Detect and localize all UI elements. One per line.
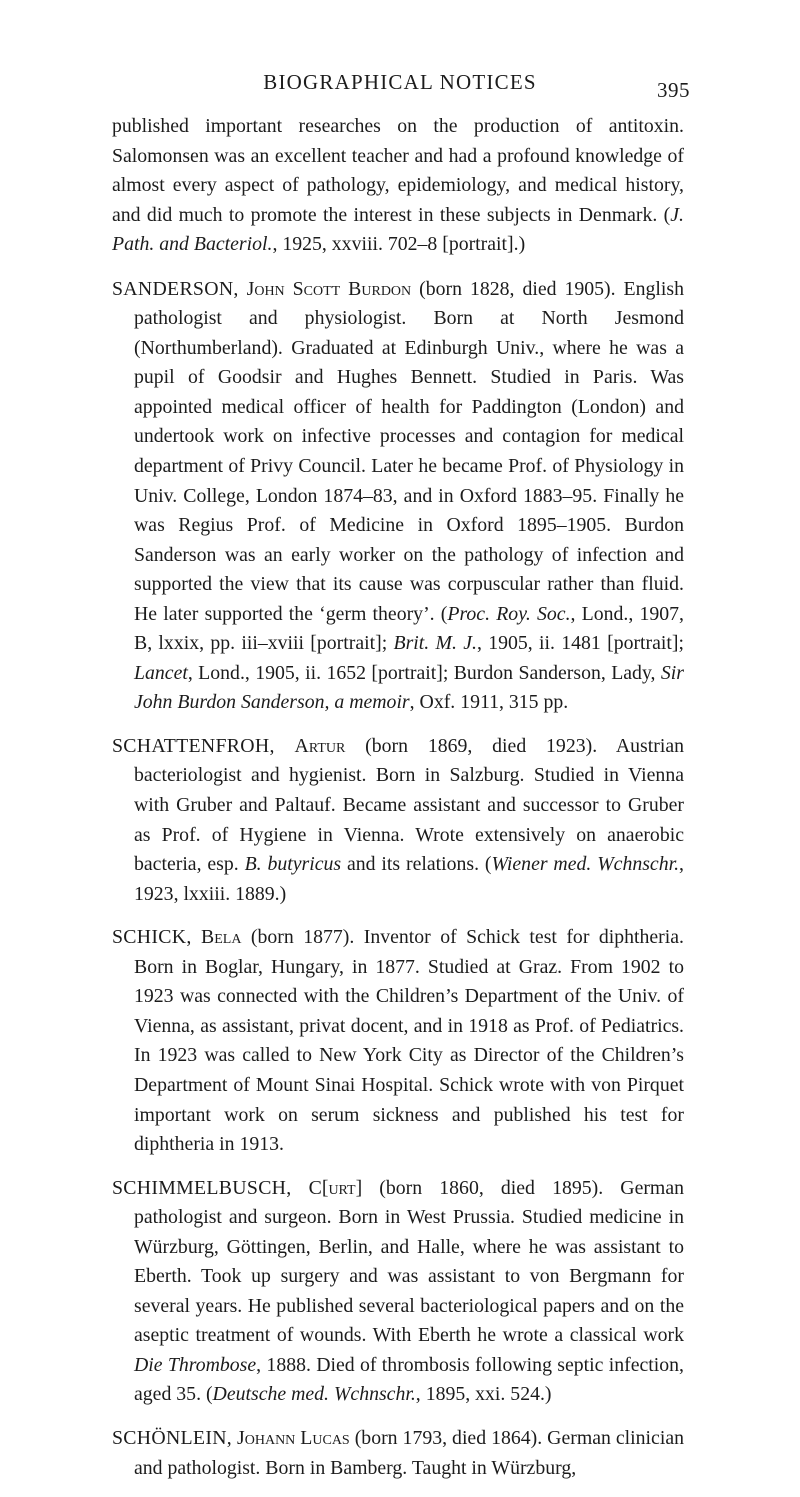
entry-given-name: Artur: [294, 734, 346, 757]
entry-text: (born 1793, died 1864). German clinician and pathologist. Born in Bamberg. Taught in Würzburg,: [134, 1426, 684, 1479]
entry-surname: SCHIMMELBUSCH,: [112, 1176, 292, 1199]
entry-schick: [112, 923, 684, 1159]
entry-surname: SCHÖNLEIN,: [112, 1426, 233, 1449]
book-reference: Die Thrombose: [134, 1353, 257, 1376]
entry-text: and its relations. (: [341, 853, 492, 876]
journal-reference: J. Path. and Bacteriol.: [112, 203, 684, 256]
entry-given-name: Bela: [201, 926, 242, 949]
journal-reference: Deutsche med. Wchnschr.: [212, 1383, 416, 1406]
entry-surname: SANDERSON,: [112, 277, 239, 300]
entry-text: , 1895, xxi. 524.): [415, 1383, 552, 1406]
entry-sanderson: [112, 275, 684, 718]
entry-text: (born 1828, died 1905). English pathologist and physiologist. Born at North Jesmond (Northumberland). Graduated at Edinburgh Univ., where he was a pupil of Goodsir and Hughes Bennett. Studied in Paris. Was appointed medical officer of health for Paddington (London) and undertook work on infective processes and contagion for medical department of Privy Council. Later he became Prof. of Physiology in Univ. College, London 1874–83, and in Oxford 1883–95. Finally he was Regius Prof. of Medicine in Oxford 1895–1905. Burdon Sanderson was an early worker on the pathology of infection and supported the view that its cause was corpuscular rather than fluid. He later supported the ‘germ theory’. (: [134, 277, 684, 625]
journal-reference: Lancet: [134, 661, 188, 684]
entry-given-name: Johann Lucas: [237, 1426, 350, 1449]
entry-text: , 1905, ii. 1481 [portrait];: [476, 632, 684, 655]
entry-surname: SCHATTENFROH,: [112, 734, 275, 757]
paragraph-text: published important researches on the production of antitoxin. Salomonsen was an excellent teacher and had a profound knowledge of almost every aspect of pathology, epidemiology, and medical history, and did much to promote the interest in these subjects in Denmark. (: [112, 115, 684, 226]
running-title: BIOGRAPHICAL NOTICES: [263, 70, 537, 94]
page-body: [112, 112, 684, 1497]
species-name: B. butyricus: [244, 853, 342, 876]
entry-schimmelbusch: [112, 1174, 684, 1410]
entry-text: (born 1869, died 1923). Austrian bacteriologist and hygienist. Born in Salzburg. Studied in Vienna with Gruber and Paltauf. Became assistant and successor to Gruber as Prof. of Hygiene in Vienna. Wrote extensively on anaerobic bacteria, esp.: [134, 734, 684, 876]
entry-text: (born 1860, died 1895). German pathologist and surgeon. Born in West Prussia. Studied medicine in Würzburg, Göttingen, Berlin, and Halle, where he was assistant to Eberth. Took up surgery and was assistant to von Bergmann for several years. He published several bacteriological papers and on the aseptic treatment of wounds. With Eberth he wrote a classical work: [134, 1176, 684, 1347]
book-reference: Sir John Burdon Sanderson, a memoir: [134, 661, 684, 714]
entry-given-name: C[urt]: [308, 1176, 363, 1199]
entry-surname: SCHICK,: [112, 926, 192, 949]
entry-text: , 1888. Died of thrombosis following septic infection, aged 35. (: [134, 1353, 684, 1406]
entry-text: , Lond., 1905, ii. 1652 [portrait]; Burdon Sanderson, Lady,: [187, 661, 661, 684]
entry-schoenlein: [112, 1424, 684, 1483]
entry-text: , Oxf. 1911, 315 pp.: [409, 691, 569, 714]
entry-text: , Lond., 1907, B, lxxix, pp. iii–xviii [portrait];: [134, 602, 684, 655]
entry-schattenfroh: [112, 732, 684, 909]
entry-given-name: John Scott Burdon: [246, 277, 412, 300]
entry-text: (born 1877). Inventor of Schick test for diphtheria. Born in Boglar, Hungary, in 1877. Studied at Graz. From 1902 to 1923 was connected with the Children’s Department of the Univ. of Vienna, as assistant, privat docent, and in 1918 as Prof. of Pediatrics. In 1923 was called to New York City as Director of the Children’s Department of Mount Sinai Hospital. Schick wrote with von Pirquet important work on serum sickness and published his test for diphtheria in 1913.: [134, 926, 684, 1156]
journal-reference: Wiener med. Wchnschr.: [491, 853, 680, 876]
entry-text: , 1923, lxxiii. 1889.): [134, 853, 684, 905]
page-number: 395: [657, 78, 690, 102]
journal-reference: Brit. M. J.: [393, 632, 477, 655]
continued-paragraph: [112, 112, 684, 260]
paragraph-text: , 1925, xxviii. 702–8 [portrait].): [272, 233, 526, 256]
journal-reference: Proc. Roy. Soc.: [447, 602, 571, 625]
